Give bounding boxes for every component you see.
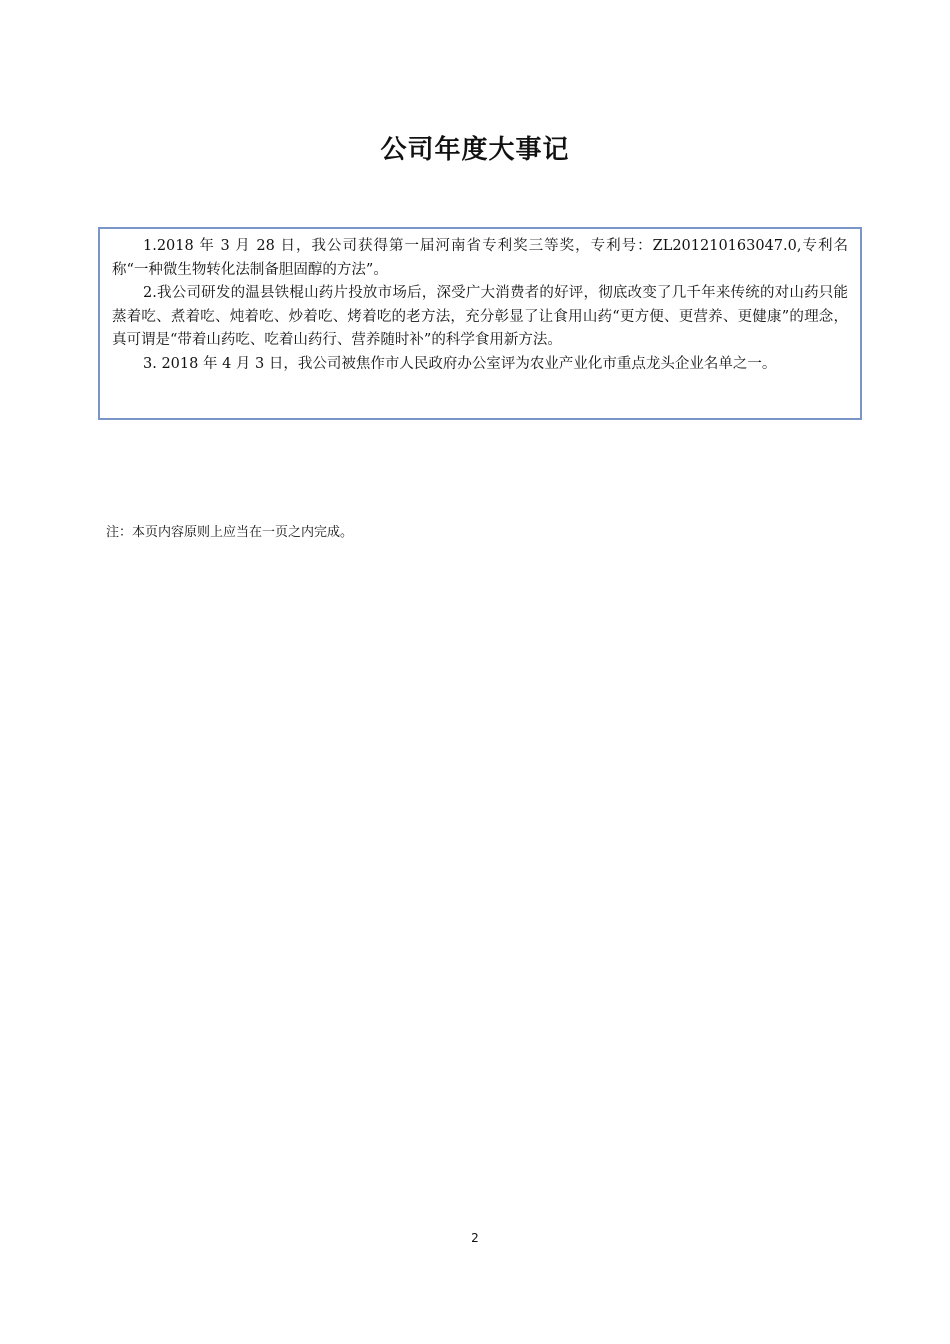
footnote: 注：本页内容原则上应当在一页之内完成。 — [106, 525, 354, 540]
page-number: 2 — [471, 1231, 479, 1245]
event-item-3: 3. 2018 年 4 月 3 日，我公司被焦作市人民政府办公室评为农业产业化市重点龙头企业名单之一。 — [143, 355, 777, 372]
page-title: 公司年度大事记 — [380, 135, 570, 165]
events-box — [98, 227, 862, 420]
event-item-2: 2.我公司研发的温县铁棍山药片投放市场后，深受广大消费者的好评，彻底改变了几千年来传统的对山药只能蒸着吃、煮着吃、炖着吃、炒着吃、烤着吃的老方法，充分彰显了让食用山药“更方便、更营养、更健康”的理念，真可谓是“带着山药吃、吃着山药行、营养随时补”的科学食用新方法。 — [112, 285, 848, 348]
event-item-1: 1.2018 年 3 月 28 日，我公司获得第一届河南省专利奖三等奖，专利号：ZL201210163047.0,专利名称“一种微生物转化法制备胆固醇的方法”。 — [112, 238, 848, 278]
